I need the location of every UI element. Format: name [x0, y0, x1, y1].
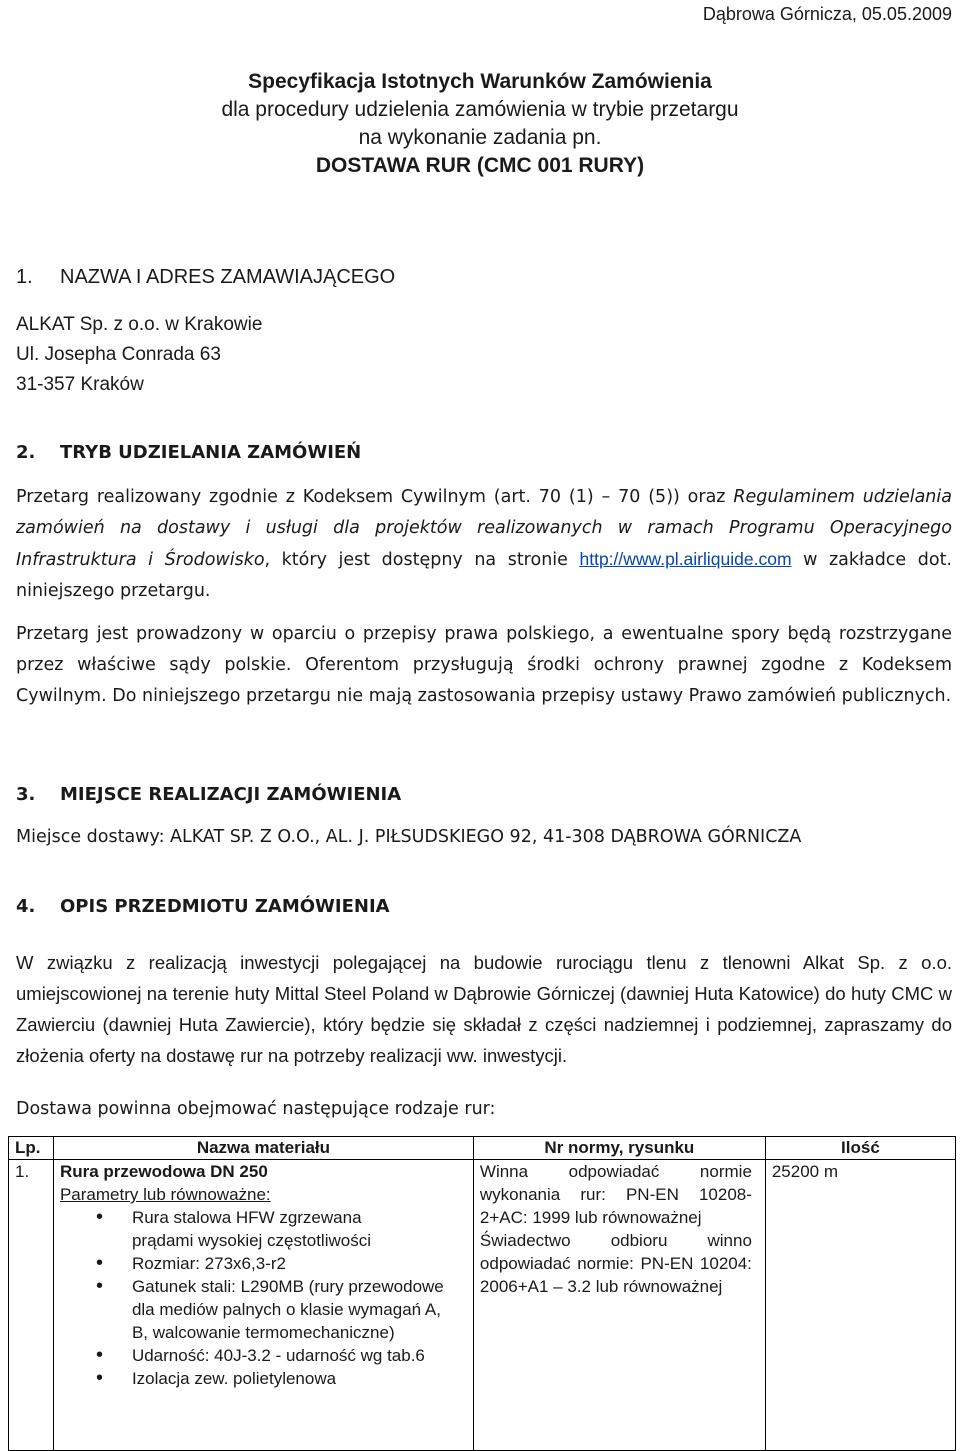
header-qty: Ilość	[765, 1137, 955, 1160]
list-item: • Udarność: 40J-3.2 - udarność wg tab.6	[132, 1344, 462, 1367]
address-line-3: 31-357 Kraków	[16, 374, 144, 395]
material-params-list	[60, 1206, 467, 1390]
section-2-paragraph-1: Przetarg realizowany zgodnie z Kodeksem Cywilnym (art. 70 (1) – 70 (5)) oraz Regulaminem udzielania zamówień na dostawy i usługi dla projektów realizowanych w ramach Programu Operacyjnego Infrastruktura i Środowisko, który jest dostępny na stronie http://www.pl.airliquide.com w zakładce dot. niniejszego przetargu.	[16, 487, 952, 601]
section-2-heading: 2. TRYB UDZIELANIA ZAMÓWIEŃ	[16, 442, 362, 463]
section-1-heading: 1. NAZWA I ADRES ZAMAWIAJĄCEGO	[16, 266, 396, 288]
title-line-3: na wykonanie zadania pn.	[358, 126, 602, 149]
document-date: Dąbrowa Górnicza, 05.05.2009	[702, 4, 952, 24]
table-row	[9, 1160, 956, 1451]
section-2-paragraph-2: Przetarg jest prowadzony w oparciu o przepisy prawa polskiego, a ewentualne spory będą rozstrzygane przez właściwe sądy polskie. Oferentom przysługują środki ochrony prawnej zgodne z Kodeksem Cywilnym. Do niniejszego przetargu nie mają zastosowania przepisy ustawy Prawo zamówień publicznych.	[16, 624, 952, 706]
section-4-heading: 4. OPIS PRZEDMIOTU ZAMÓWIENIA	[16, 896, 390, 917]
material-params-label: Parametry lub równoważne:	[59, 1185, 271, 1204]
cell-norm	[473, 1160, 765, 1451]
title-line-1: Specyfikacja Istotnych Warunków Zamówienia	[248, 70, 712, 93]
cell-lp: 1.	[9, 1160, 54, 1451]
table-header-row	[9, 1137, 956, 1160]
header-lp: Lp.	[9, 1137, 54, 1160]
section-4-paragraph-2: Dostawa powinna obejmować następujące rodzaje rur:	[16, 1099, 496, 1119]
title-line-4: DOSTAWA RUR (CMC 001 RURY)	[315, 154, 645, 177]
header-norm: Nr normy, rysunku	[473, 1137, 765, 1160]
cell-qty: 25200 m	[765, 1160, 955, 1451]
address-line-1: ALKAT Sp. z o.o. w Krakowie	[16, 314, 263, 335]
norm-text-2: Świadectwo odbioru winno odpowiadać normie: PN-EN 10204: 2006+A1 – 3.2 lub równoważnej	[479, 1231, 752, 1296]
header-name: Nazwa materiału	[53, 1137, 473, 1160]
material-title: Rura przewodowa DN 250	[59, 1162, 268, 1181]
document-title	[0, 68, 960, 180]
delivery-place: Miejsce dostawy: ALKAT SP. Z O.O., AL. J. PIŁSUDSKIEGO 92, 41-308 DĄBROWA GÓRNICZA	[16, 827, 802, 847]
buyer-address	[16, 310, 262, 400]
title-line-2: dla procedury udzielenia zamówienia w trybie przetargu	[221, 98, 739, 121]
list-item: • Rura stalowa HFW zgrzewana prądami wysokiej częstotliwości	[132, 1206, 392, 1252]
list-item: • Rozmiar: 273x6,3-r2	[132, 1252, 467, 1275]
materials-table	[8, 1136, 956, 1451]
list-item: • Gatunek stali: L290MB (rury przewodowe dla mediów palnych o klasie wymagań A, B, walcowanie termomechaniczne)	[132, 1275, 452, 1344]
address-line-2: Ul. Josepha Conrada 63	[16, 344, 221, 365]
section-3-heading: 3. MIEJSCE REALIZACJI ZAMÓWIENIA	[16, 784, 402, 805]
airliquide-link[interactable]: http://www.pl.airliquide.com	[579, 549, 792, 569]
list-item: • Izolacja zew. polietylenowa	[132, 1367, 467, 1390]
section-4-paragraph-1: W związku z realizacją inwestycji polegającej na budowie rurociągu tlenu z tlenowni Alkat Sp. z o.o. umiejscowionej na terenie huty Mittal Steel Poland w Dąbrowie Górniczej (dawniej Huta Katowice) do huty CMC w Zawierciu (dawniej Huta Zawiercie), który będzie się składał z części nadziemnej i podziemnej, zapraszamy do złożenia oferty na dostawę rur na potrzeby realizacji ww. inwestycji.	[16, 952, 952, 1066]
cell-material	[53, 1160, 473, 1451]
norm-text-1: Winna odpowiadać normie wykonania rur: PN-EN 10208-2+AC: 1999 lub równoważnej	[479, 1162, 752, 1227]
